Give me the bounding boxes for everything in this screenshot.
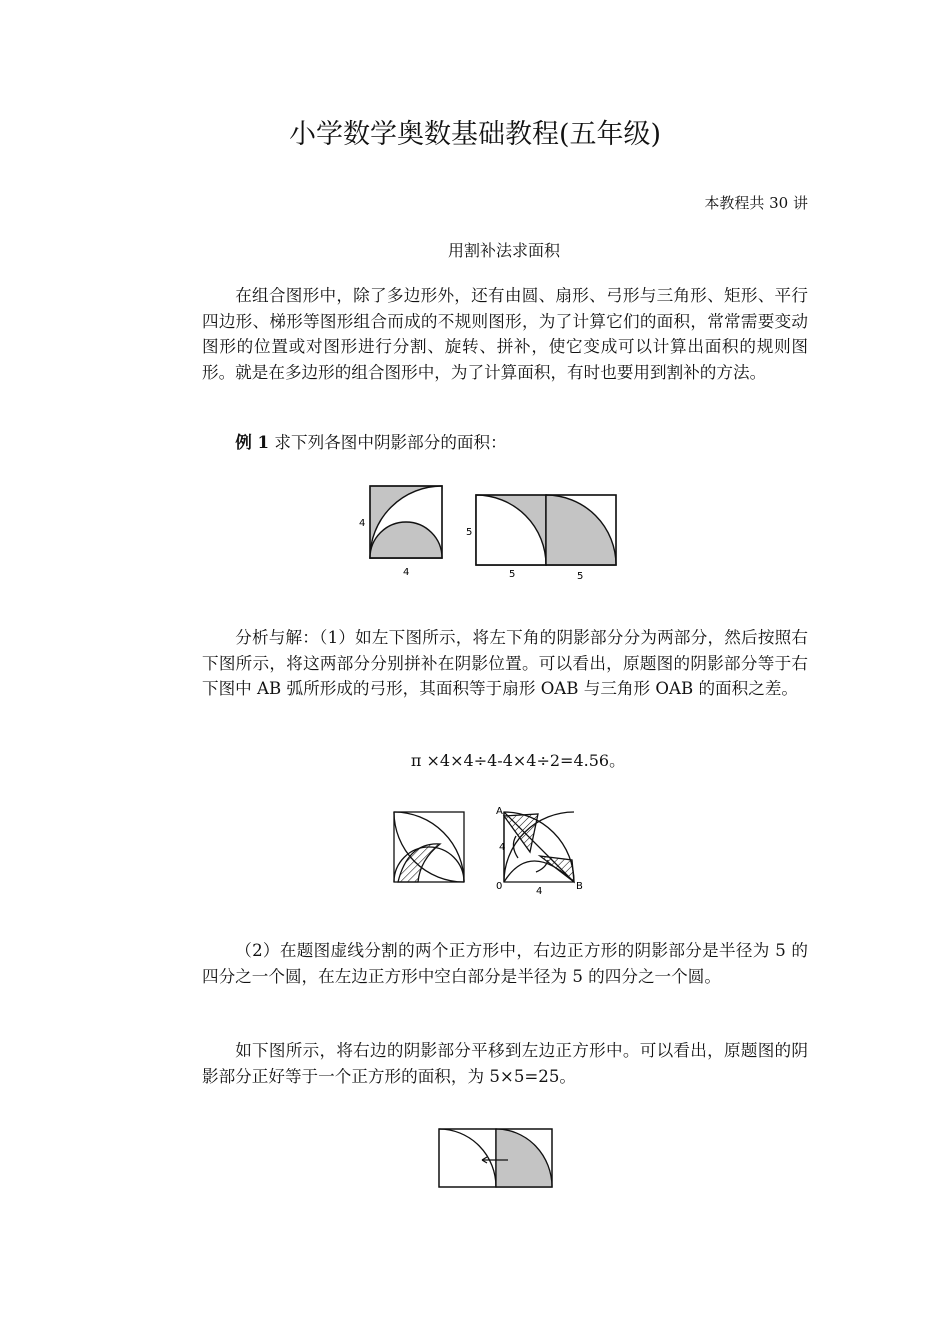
- figure-oab-sector: [504, 812, 574, 891]
- fig1-side-label: 4: [359, 518, 366, 529]
- example-heading: [202, 430, 808, 456]
- area-formula: π ×4×4÷4-4×4÷2=4.56。: [410, 751, 626, 770]
- fig4-a-label: A: [496, 806, 503, 817]
- page-title: 小学数学奥数基础教程(五年级): [288, 119, 662, 150]
- fig4-side-label: 4: [499, 842, 506, 853]
- analysis-paragraph-2: （2）在题图虚线分割的两个正方形中，右边正方形的阴影部分是半径为 5 的四分之一个圆，在左边正方形中空白部分是半径为 5 的四分之一个圆。: [202, 941, 808, 986]
- fig2-side-label: 5: [466, 527, 473, 538]
- analysis-paragraph-1: 分析与解：（1）如左下图所示，将左下角的阴影部分分为两部分，然后按照右下图所示，将这两部分分别拼补在阴影位置。可以看出，原题图的阴影部分等于右下图中 AB 弧所形成的弓形，其面积等于扇形 OAB 与三角形 OAB 的面积之差。: [202, 628, 808, 698]
- fig4-o-label: 0: [496, 881, 503, 892]
- figure-quarter-circles: [370, 486, 442, 558]
- translation-figure: [436, 1126, 556, 1192]
- analysis-paragraph-3: 如下图所示，将右边的阴影部分平移到左边正方形中。可以看出，原题图的阴影部分正好等于一个正方形的面积，为 5×5=25。: [202, 1041, 808, 1086]
- section-title: 用割补法求面积: [447, 241, 560, 260]
- fig1-bottom-label: 4: [403, 567, 410, 578]
- lecture-count-note: 本教程共 30 讲: [704, 194, 808, 212]
- example-text: 求下列各图中阴影部分的面积：: [274, 433, 507, 452]
- fig4-bottom-label: 4: [536, 886, 543, 897]
- fig2-bottom-right-label: 5: [577, 571, 584, 582]
- analysis-figures: [390, 800, 600, 898]
- fig2-bottom-left-label: 5: [509, 569, 516, 580]
- fig4-b-label: B: [576, 881, 583, 892]
- example-label: 例 1: [235, 432, 270, 452]
- figure-two-squares: [476, 495, 616, 565]
- example-figures: [356, 484, 626, 584]
- intro-paragraph: 在组合图形中，除了多边形外，还有由圆、扇形、弓形与三角形、矩形、平行四边形、梯形等图形组合而成的不规则图形，为了计算它们的面积，常常需要变动图形的位置或对图形进行分割、旋转、拼补，使它变成可以计算出面积的规则图形。就是在多边形的组合图形中，为了计算面积，有时也要用到割补的方法。: [202, 286, 808, 382]
- figure-split-shading: [394, 812, 464, 882]
